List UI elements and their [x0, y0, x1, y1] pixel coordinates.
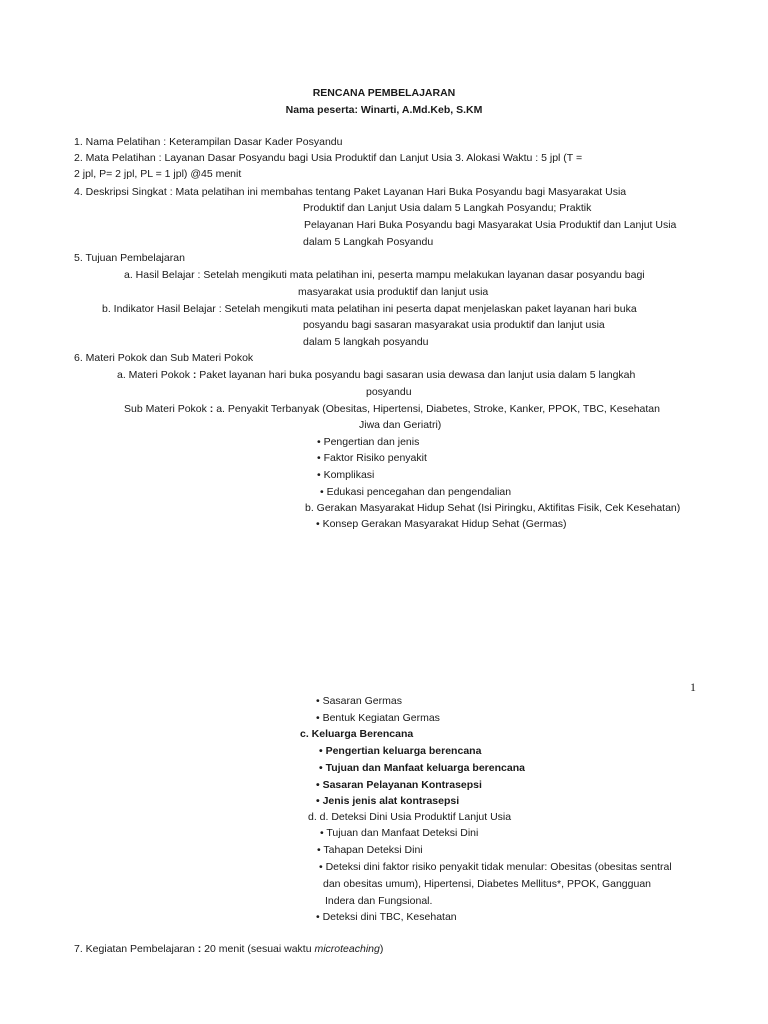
page-number: 1	[690, 680, 696, 694]
learning-outcome-line1: a. Hasil Belajar : Setelah mengikuti mata pelatihan ini, peserta mampu melakukan layanan dasar posyandu bagi	[124, 269, 645, 281]
sub-material-line2: Jiwa dan Geriatri)	[359, 419, 442, 431]
list-item: • Edukasi pencegahan dan pengendalian	[320, 486, 512, 498]
description-line2: Produktif dan Lanjut Usia dalam 5 Langkah Posyandu; Praktik	[303, 202, 592, 214]
list-item: • Komplikasi	[317, 469, 375, 481]
list-item: • Faktor Risiko penyakit	[317, 452, 427, 464]
learning-objective-heading: 5. Tujuan Pembelajaran	[74, 252, 185, 264]
list-item: • Deteksi dini faktor risiko penyakit tidak menular: Obesitas (obesitas sentral	[319, 861, 672, 873]
list-item-continuation: Indera dan Fungsional.	[325, 895, 433, 907]
description-line1: 4. Deskripsi Singkat : Mata pelatihan ini membahas tentang Paket Layanan Hari Buka Posyandu bagi Masyarakat Usia	[74, 186, 627, 198]
sub-material-c: c. Keluarga Berencana	[300, 728, 414, 740]
list-item: • Jenis jenis alat kontrasepsi	[316, 795, 460, 807]
main-material-line2: posyandu	[366, 386, 412, 398]
training-subject-line2: 2 jpl, P= 2 jpl, PL = 1 jpl) @45 menit	[74, 168, 242, 180]
document-title: RENCANA PEMBELAJARAN	[312, 87, 456, 99]
list-item: • Sasaran Germas	[316, 695, 402, 707]
list-item: • Deteksi dini TBC, Kesehatan	[316, 911, 457, 923]
sub-material-d: d. d. Deteksi Dini Usia Produktif Lanjut Usia	[308, 811, 512, 823]
participant-name: Nama peserta: Winarti, A.Md.Keb, S.KM	[285, 104, 483, 116]
learning-outcome-line2: masyarakat usia produktif dan lanjut usia	[298, 286, 489, 298]
list-item-continuation: dan obesitas umum), Hipertensi, Diabetes Mellitus*, PPOK, Gangguan	[323, 878, 651, 890]
main-material-heading: 6. Materi Pokok dan Sub Materi Pokok	[74, 352, 254, 364]
list-item: • Tujuan dan Manfaat keluarga berencana	[319, 762, 525, 774]
sub-material-b: b. Gerakan Masyarakat Hidup Sehat (Isi Piringku, Aktifitas Fisik, Cek Kesehatan)	[305, 502, 681, 514]
description-line4: dalam 5 Langkah Posyandu	[303, 236, 434, 248]
sub-material-line1: Sub Materi Pokok : a. Penyakit Terbanyak (Obesitas, Hipertensi, Diabetes, Stroke, Kanker, PPOK, TBC, Kesehatan	[124, 403, 660, 415]
list-item: • Tujuan dan Manfaat Deteksi Dini	[320, 827, 479, 839]
list-item: • Bentuk Kegiatan Germas	[316, 712, 440, 724]
training-name: 1. Nama Pelatihan : Keterampilan Dasar Kader Posyandu	[74, 136, 343, 148]
indicator-line2: posyandu bagi sasaran masyarakat usia produktif dan lanjut usia	[303, 319, 605, 331]
list-item: • Tahapan Deteksi Dini	[317, 844, 423, 856]
training-subject-line1: 2. Mata Pelatihan : Layanan Dasar Posyandu bagi Usia Produktif dan Lanjut Usia 3. Alokasi Waktu : 5 jpl (T =	[74, 152, 583, 164]
description-line3: Pelayanan Hari Buka Posyandu bagi Masyarakat Usia Produktif dan Lanjut Usia	[304, 219, 677, 231]
list-item: • Sasaran Pelayanan Kontrasepsi	[316, 779, 482, 791]
main-material-line1: a. Materi Pokok : Paket layanan hari buka posyandu bagi sasaran usia dewasa dan lanjut usia dalam 5 langkah	[117, 369, 636, 381]
indicator-line3: dalam 5 langkah posyandu	[303, 336, 429, 348]
list-item: • Konsep Gerakan Masyarakat Hidup Sehat (Germas)	[316, 518, 567, 530]
list-item: • Pengertian keluarga berencana	[319, 745, 482, 757]
indicator-line1: b. Indikator Hasil Belajar : Setelah mengikuti mata pelatihan ini peserta dapat menjelaskan paket layanan hari buka	[102, 303, 637, 315]
list-item: • Pengertian dan jenis	[317, 436, 420, 448]
learning-activity: 7. Kegiatan Pembelajaran : 20 menit (sesuai waktu microteaching)	[74, 943, 384, 955]
